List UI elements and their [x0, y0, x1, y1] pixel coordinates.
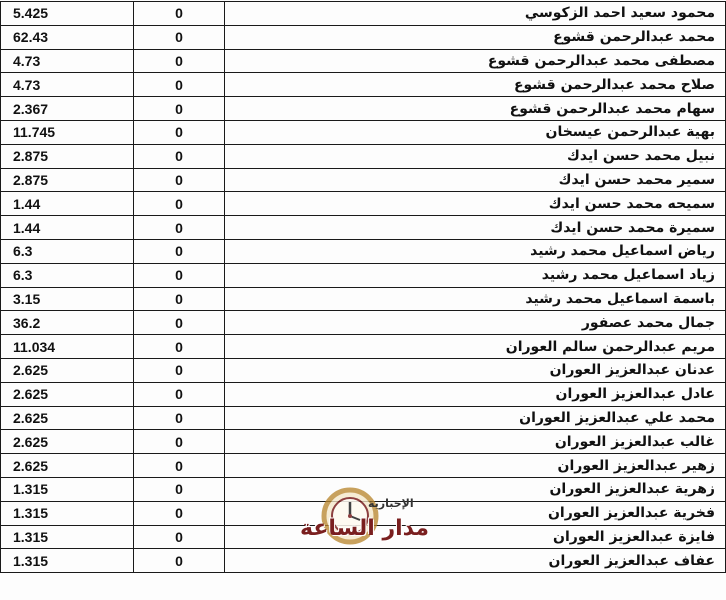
watermark-subtitle: الإخبارية: [368, 497, 414, 510]
zero-value-cell: 0: [134, 73, 225, 97]
table-row: [1, 216, 726, 240]
zero-value-cell: 0: [134, 263, 225, 287]
share-value-cell: 6.3: [1, 263, 134, 287]
table-row: [1, 406, 726, 430]
table-row: [1, 263, 726, 287]
zero-value-cell: 0: [134, 239, 225, 263]
zero-value-cell: 0: [134, 477, 225, 501]
zero-value-cell: 0: [134, 501, 225, 525]
owner-name-cell: فايزة عبدالعزيز العوران: [225, 525, 726, 549]
owner-name-cell: محمد عبدالرحمن قشوع: [225, 25, 726, 49]
owner-name-cell: سميحه محمد حسن ايدك: [225, 192, 726, 216]
zero-value-cell: 0: [134, 454, 225, 478]
owner-name-cell: محمود سعيد احمد الزكوسي: [225, 2, 726, 26]
table-row: [1, 25, 726, 49]
share-value-cell: 4.73: [1, 73, 134, 97]
zero-value-cell: 0: [134, 144, 225, 168]
share-value-cell: 6.3: [1, 239, 134, 263]
zero-value-cell: 0: [134, 120, 225, 144]
owner-name-cell: عفاف عبدالعزيز العوران: [225, 549, 726, 573]
owner-name-cell: باسمة اسماعيل محمد رشيد: [225, 287, 726, 311]
table-row: [1, 168, 726, 192]
share-value-cell: 1.315: [1, 501, 134, 525]
owner-name-cell: مريم عبدالرحمن سالم العوران: [225, 335, 726, 359]
zero-value-cell: 0: [134, 382, 225, 406]
table-row: [1, 287, 726, 311]
table-row: [1, 49, 726, 73]
table-row: [1, 239, 726, 263]
share-value-cell: 5.425: [1, 2, 134, 26]
zero-value-cell: 0: [134, 97, 225, 121]
share-value-cell: 2.625: [1, 358, 134, 382]
watermark-logo-text: مدار الساعة: [300, 516, 430, 541]
owner-name-cell: سهام محمد عبدالرحمن قشوع: [225, 97, 726, 121]
share-value-cell: 62.43: [1, 25, 134, 49]
zero-value-cell: 0: [134, 287, 225, 311]
owner-name-cell: مصطفى محمد عبدالرحمن قشوع: [225, 49, 726, 73]
zero-value-cell: 0: [134, 358, 225, 382]
zero-value-cell: 0: [134, 430, 225, 454]
table-row: [1, 144, 726, 168]
owner-name-cell: بهية عبدالرحمن عيسخان: [225, 120, 726, 144]
owner-name-cell: سميرة محمد حسن ايدك: [225, 216, 726, 240]
owner-name-cell: رياض اسماعيل محمد رشيد: [225, 239, 726, 263]
zero-value-cell: 0: [134, 311, 225, 335]
share-value-cell: 2.625: [1, 454, 134, 478]
share-value-cell: 2.367: [1, 97, 134, 121]
share-value-cell: 1.315: [1, 477, 134, 501]
zero-value-cell: 0: [134, 2, 225, 26]
share-value-cell: 2.875: [1, 168, 134, 192]
table-row: [1, 335, 726, 359]
zero-value-cell: 0: [134, 549, 225, 573]
owner-name-cell: فخرية عبدالعزيز العوران: [225, 501, 726, 525]
share-value-cell: 1.315: [1, 525, 134, 549]
owner-name-cell: غالب عبدالعزيز العوران: [225, 430, 726, 454]
share-value-cell: 11.745: [1, 120, 134, 144]
share-value-cell: 1.44: [1, 216, 134, 240]
share-value-cell: 1.315: [1, 549, 134, 573]
table-row: [1, 2, 726, 26]
share-value-cell: 2.625: [1, 382, 134, 406]
owner-name-cell: جمال محمد عصفور: [225, 311, 726, 335]
owner-name-cell: محمد علي عبدالعزيز العوران: [225, 406, 726, 430]
owner-name-cell: نبيل محمد حسن ايدك: [225, 144, 726, 168]
table-row: [1, 311, 726, 335]
table-row: [1, 430, 726, 454]
table-row: [1, 192, 726, 216]
zero-value-cell: 0: [134, 216, 225, 240]
zero-value-cell: 0: [134, 49, 225, 73]
owner-name-cell: زياد اسماعيل محمد رشيد: [225, 263, 726, 287]
table-row: [1, 120, 726, 144]
table-row: [1, 73, 726, 97]
zero-value-cell: 0: [134, 406, 225, 430]
share-value-cell: 2.875: [1, 144, 134, 168]
zero-value-cell: 0: [134, 192, 225, 216]
share-value-cell: 2.625: [1, 430, 134, 454]
owner-name-cell: عدنان عبدالعزيز العوران: [225, 358, 726, 382]
table-row: [1, 358, 726, 382]
owner-name-cell: عادل عبدالعزيز العوران: [225, 382, 726, 406]
table-row: [1, 382, 726, 406]
table-row: [1, 97, 726, 121]
share-value-cell: 36.2: [1, 311, 134, 335]
owner-name-cell: زهرية عبدالعزيز العوران: [225, 477, 726, 501]
zero-value-cell: 0: [134, 335, 225, 359]
owner-name-cell: صلاح محمد عبدالرحمن قشوع: [225, 73, 726, 97]
zero-value-cell: 0: [134, 168, 225, 192]
share-value-cell: 2.625: [1, 406, 134, 430]
zero-value-cell: 0: [134, 25, 225, 49]
table-row: [1, 454, 726, 478]
owner-name-cell: زهير عبدالعزيز العوران: [225, 454, 726, 478]
share-value-cell: 3.15: [1, 287, 134, 311]
share-value-cell: 4.73: [1, 49, 134, 73]
share-value-cell: 11.034: [1, 335, 134, 359]
share-value-cell: 1.44: [1, 192, 134, 216]
zero-value-cell: 0: [134, 525, 225, 549]
owner-name-cell: سمير محمد حسن ايدك: [225, 168, 726, 192]
